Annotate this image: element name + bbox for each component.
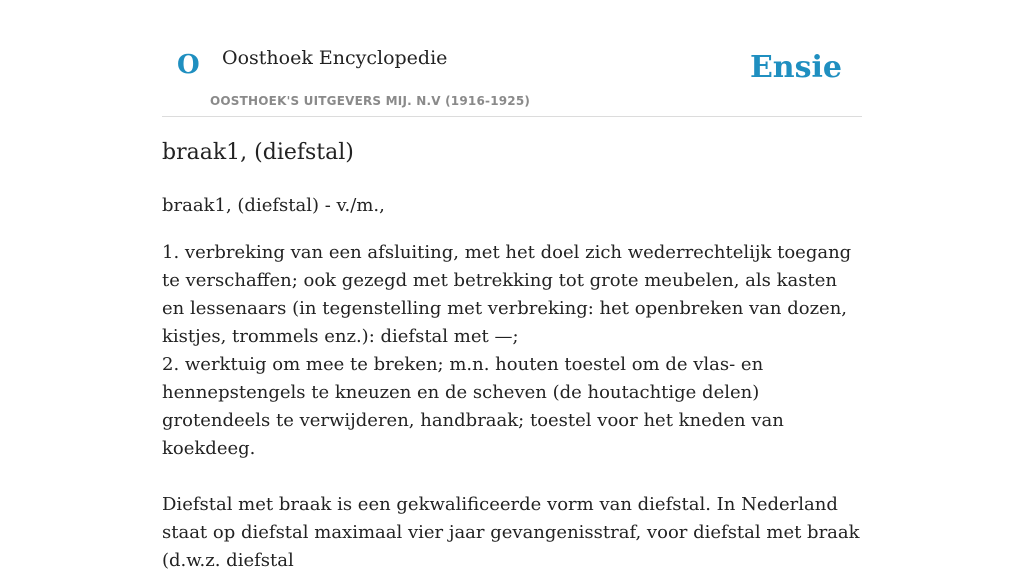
entry-headword-line: braak1, (diefstal) - v./m., [162, 195, 385, 216]
ensie-logo-link[interactable]: Ensie [749, 50, 842, 85]
paragraph-spacer [162, 463, 862, 491]
site-title[interactable]: Oosthoek Encyclopedie [222, 47, 448, 69]
definition-1: 1. verbreking van een afsluiting, met het doel zich wederrechtelijk toegang te verschaffen; ook gezegd met betrekking tot grote meubelen, als kasten en lessenaars (in tegenstelling met verbreking: het openbreken van dozen, kistjes, trommels enz.): diefstal met —; [162, 242, 852, 347]
logo-letter-icon: O [177, 50, 200, 80]
definition-2: 2. werktuig om mee te breken; m.n. houten toestel om de vlas- en hennepstengels te kneuzen en de scheven (de houtachtige delen) grotendeels te verwijderen, handbraak; toestel voor het kneden van koekdeeg. [162, 354, 784, 459]
entry-title: braak1, (diefstal) [162, 140, 354, 165]
entry-paragraph: Diefstal met braak is een gekwalificeerde vorm van diefstal. In Nederland staat op diefstal maximaal vier jaar gevangenisstraf, voor diefstal met braak (d.w.z. diefstal [162, 494, 860, 571]
page-content [162, 0, 862, 571]
site-header [162, 0, 862, 117]
publisher-label: OOSTHOEK'S UITGEVERS MIJ. N.V (1916-1925) [210, 94, 531, 108]
entry-body [162, 239, 862, 575]
